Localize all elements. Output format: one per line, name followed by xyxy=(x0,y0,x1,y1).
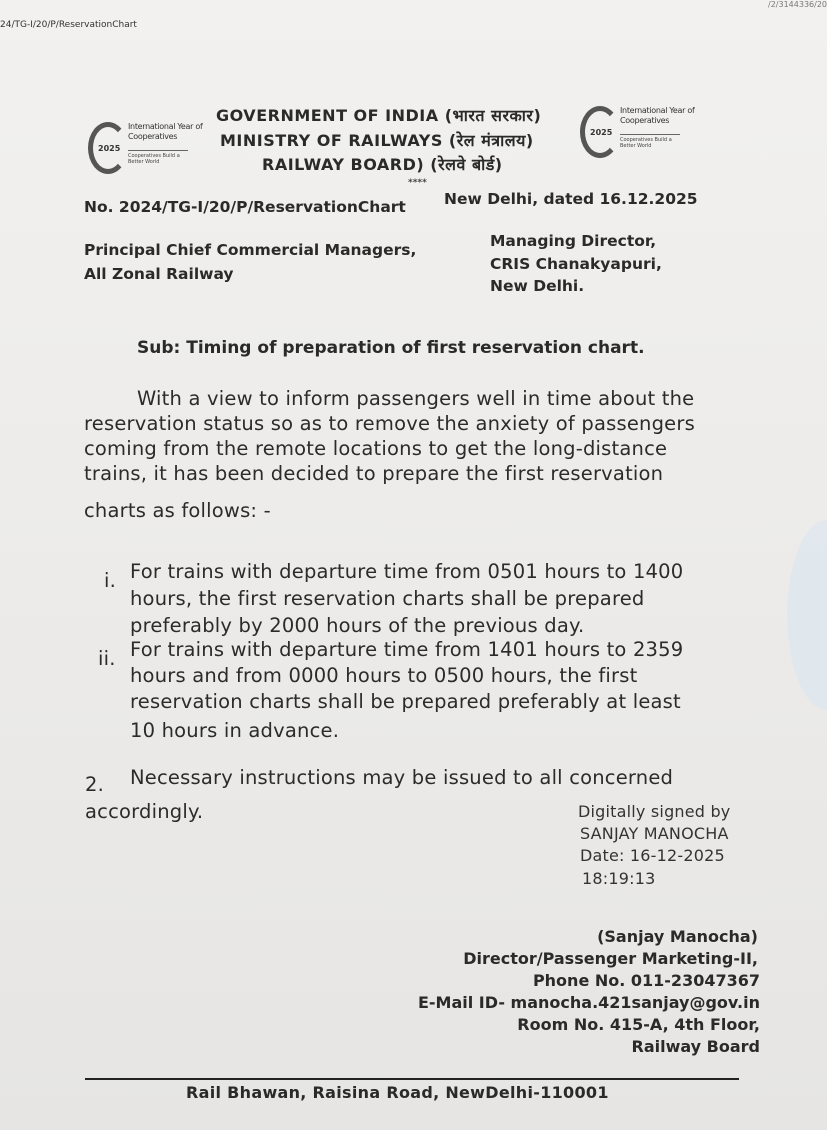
item-line: hours, the first reservation charts shall be prepared xyxy=(130,587,645,610)
signatory-email: E-Mail ID- manocha.421sanjay@gov.in xyxy=(417,993,760,1012)
signatory-designation: Director/Passenger Marketing-II, xyxy=(463,949,758,968)
header-government: GOVERNMENT OF INDIA (भारत सरकार) xyxy=(216,106,542,125)
corner-mark: /2/3144336/20 xyxy=(768,0,827,9)
item-marker: ii. xyxy=(98,647,116,670)
signatory-room: Room No. 415-A, 4th Floor, xyxy=(517,1015,760,1034)
item-line: reservation charts shall be prepared preferably at least xyxy=(130,690,681,713)
digital-signature-line: SANJAY MANOCHA xyxy=(580,824,729,843)
digital-signature-line: Date: 16-12-2025 xyxy=(580,846,725,865)
page-edge-shadow xyxy=(787,520,827,710)
intro-line: With a view to inform passengers well in time about the xyxy=(137,387,695,410)
para2-line: accordingly. xyxy=(85,800,204,823)
signatory-name: (Sanjay Manocha) xyxy=(597,927,758,946)
item-line: 10 hours in advance. xyxy=(130,719,340,742)
top-reference: 24/TG-I/20/P/ReservationChart xyxy=(0,20,137,30)
intro-line: coming from the remote locations to get the long-distance xyxy=(84,437,668,460)
footer-address: Rail Bhawan, Raisina Road, NewDelhi-110001 xyxy=(186,1083,609,1102)
cooperatives-logo-left: 2025 International Year of Cooperatives Cooperatives Build a Better World xyxy=(84,112,204,192)
header-ministry: MINISTRY OF RAILWAYS (रेल मंत्रालय) xyxy=(220,131,534,150)
place-and-date: New Delhi, dated 16.12.2025 xyxy=(444,190,698,208)
item-line: hours and from 0000 hours to 0500 hours, the first xyxy=(130,664,638,687)
reference-number: No. 2024/TG-I/20/P/ReservationChart xyxy=(84,198,406,216)
footer-divider xyxy=(85,1078,739,1080)
digital-signature-line: 18:19:13 xyxy=(582,869,656,888)
cooperatives-logo-right: 2025 International Year of Cooperatives Cooperatives Build a Better World xyxy=(576,96,696,176)
signatory-phone: Phone No. 011-23047367 xyxy=(532,971,760,990)
addressee-right-line: Managing Director, xyxy=(490,232,657,250)
item-line: preferably by 2000 hours of the previous day. xyxy=(130,614,585,637)
para2-marker: 2. xyxy=(85,773,105,796)
header-stars: **** xyxy=(408,178,427,188)
addressee-right-line: New Delhi. xyxy=(490,277,585,295)
digital-signature-line: Digitally signed by xyxy=(578,802,731,821)
intro-line: charts as follows: - xyxy=(84,499,271,522)
addressee-left-line: Principal Chief Commercial Managers, xyxy=(84,241,417,259)
addressee-left-line: All Zonal Railway xyxy=(84,265,234,283)
subject-line: Sub: Timing of preparation of first reservation chart. xyxy=(137,338,645,358)
header-railway-board: RAILWAY BOARD) (रेलवे बोर्ड) xyxy=(262,155,503,174)
signatory-office: Railway Board xyxy=(631,1037,760,1056)
intro-line: reservation status so as to remove the anxiety of passengers xyxy=(84,412,695,435)
item-line: For trains with departure time from 0501 hours to 1400 xyxy=(130,560,684,583)
item-line: For trains with departure time from 1401 hours to 2359 xyxy=(130,638,684,661)
intro-line: trains, it has been decided to prepare the first reservation xyxy=(84,462,664,485)
para2-line: Necessary instructions may be issued to all concerned xyxy=(130,766,674,789)
item-marker: i. xyxy=(104,569,117,592)
addressee-right-line: CRIS Chanakyapuri, xyxy=(490,255,662,273)
